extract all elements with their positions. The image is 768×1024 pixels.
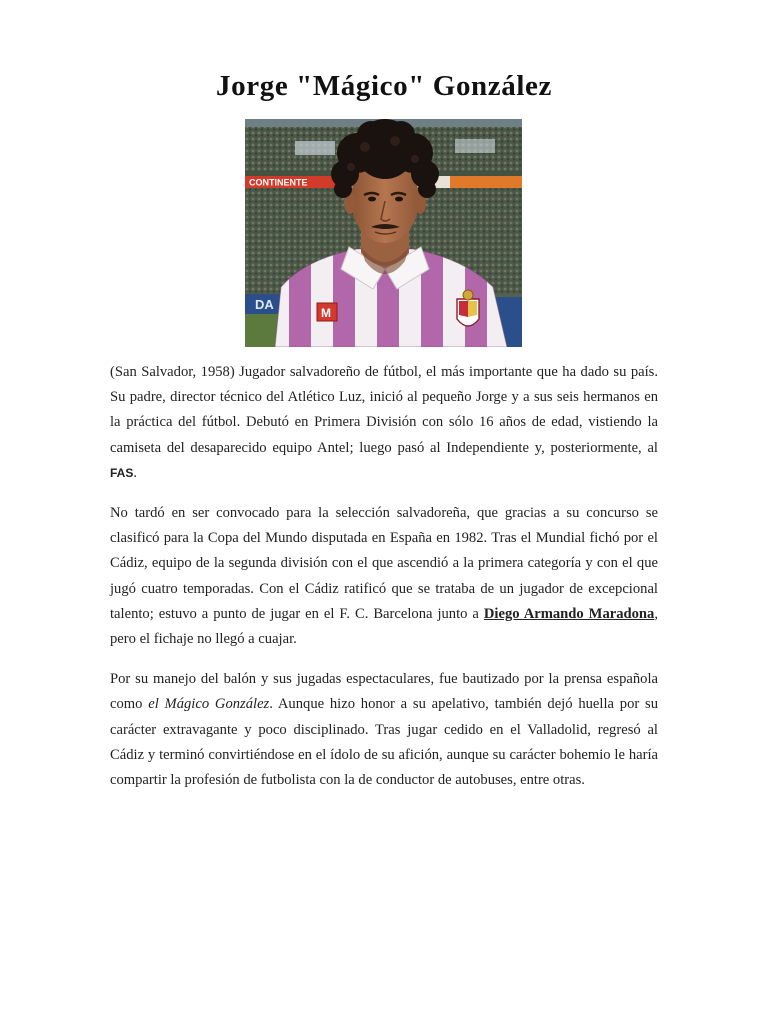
paragraph-1 xyxy=(110,360,658,486)
article-body xyxy=(110,360,658,808)
paragraph-2 xyxy=(110,501,658,652)
paragraph-2-text: No tardó en ser convocado para la selección salvadoreña, que gracias a su concurso se clasificó para la Copa del Mundo disputada en España en 1982. Tras el Mundial fichó por el Cádiz, equipo de la segunda división con el que ascendió a la primera categoría y con el que jugó cuatro temporadas. Con el Cádiz ratificó que se trataba de un jugador de excepcional talento; estuvo a punto de jugar en el F. C. Barcelona junto a xyxy=(110,505,658,622)
maradona-link[interactable]: Diego Armando Maradona xyxy=(483,605,655,622)
player-photo xyxy=(245,119,522,347)
shirt-badge-text: M xyxy=(321,306,331,320)
nickname-italic: el Mágico González xyxy=(148,696,270,713)
board-text: DA xyxy=(255,297,274,312)
banner-left-text: CONTINENTE xyxy=(249,177,308,188)
paragraph-1-end: . xyxy=(133,464,137,481)
paragraph-3-text: Por su manejo del balón y sus jugadas espectaculares, fue bautizado por la prensa española como xyxy=(110,671,658,713)
paragraph-3 xyxy=(110,667,658,793)
fas-club-name: FAS xyxy=(110,465,134,480)
page-title: Jorge "Mágico" González xyxy=(216,70,552,102)
paragraph-2-end: , pero el fichaje no llegó a cuajar. xyxy=(110,605,659,648)
paragraph-3-end: . Aunque hizo honor a su apelativo, también dejó huella por su carácter extravagante y poco disciplinado. Tras jugar cedido en el Valladolid, regresó al Cádiz y terminó convirtiéndose en el ídolo de su afición, aunque su carácter bohemio le haría compartir la profesión de futbolista con la de conductor de autobuses, entre otras. xyxy=(110,696,658,789)
paragraph-1-text: (San Salvador, 1958) Jugador salvadoreño de fútbol, el más importante que ha dado su país. Su padre, director técnico del Atlético Luz, inició al pequeño Jorge y a sus seis hermanos en la práctica del fútbol. Debutó en Primera División con sólo 16 años de edad, vistiendo la camiseta del desaparecido equipo Antel; luego pasó al Independiente y, posteriormente, al xyxy=(110,364,658,456)
